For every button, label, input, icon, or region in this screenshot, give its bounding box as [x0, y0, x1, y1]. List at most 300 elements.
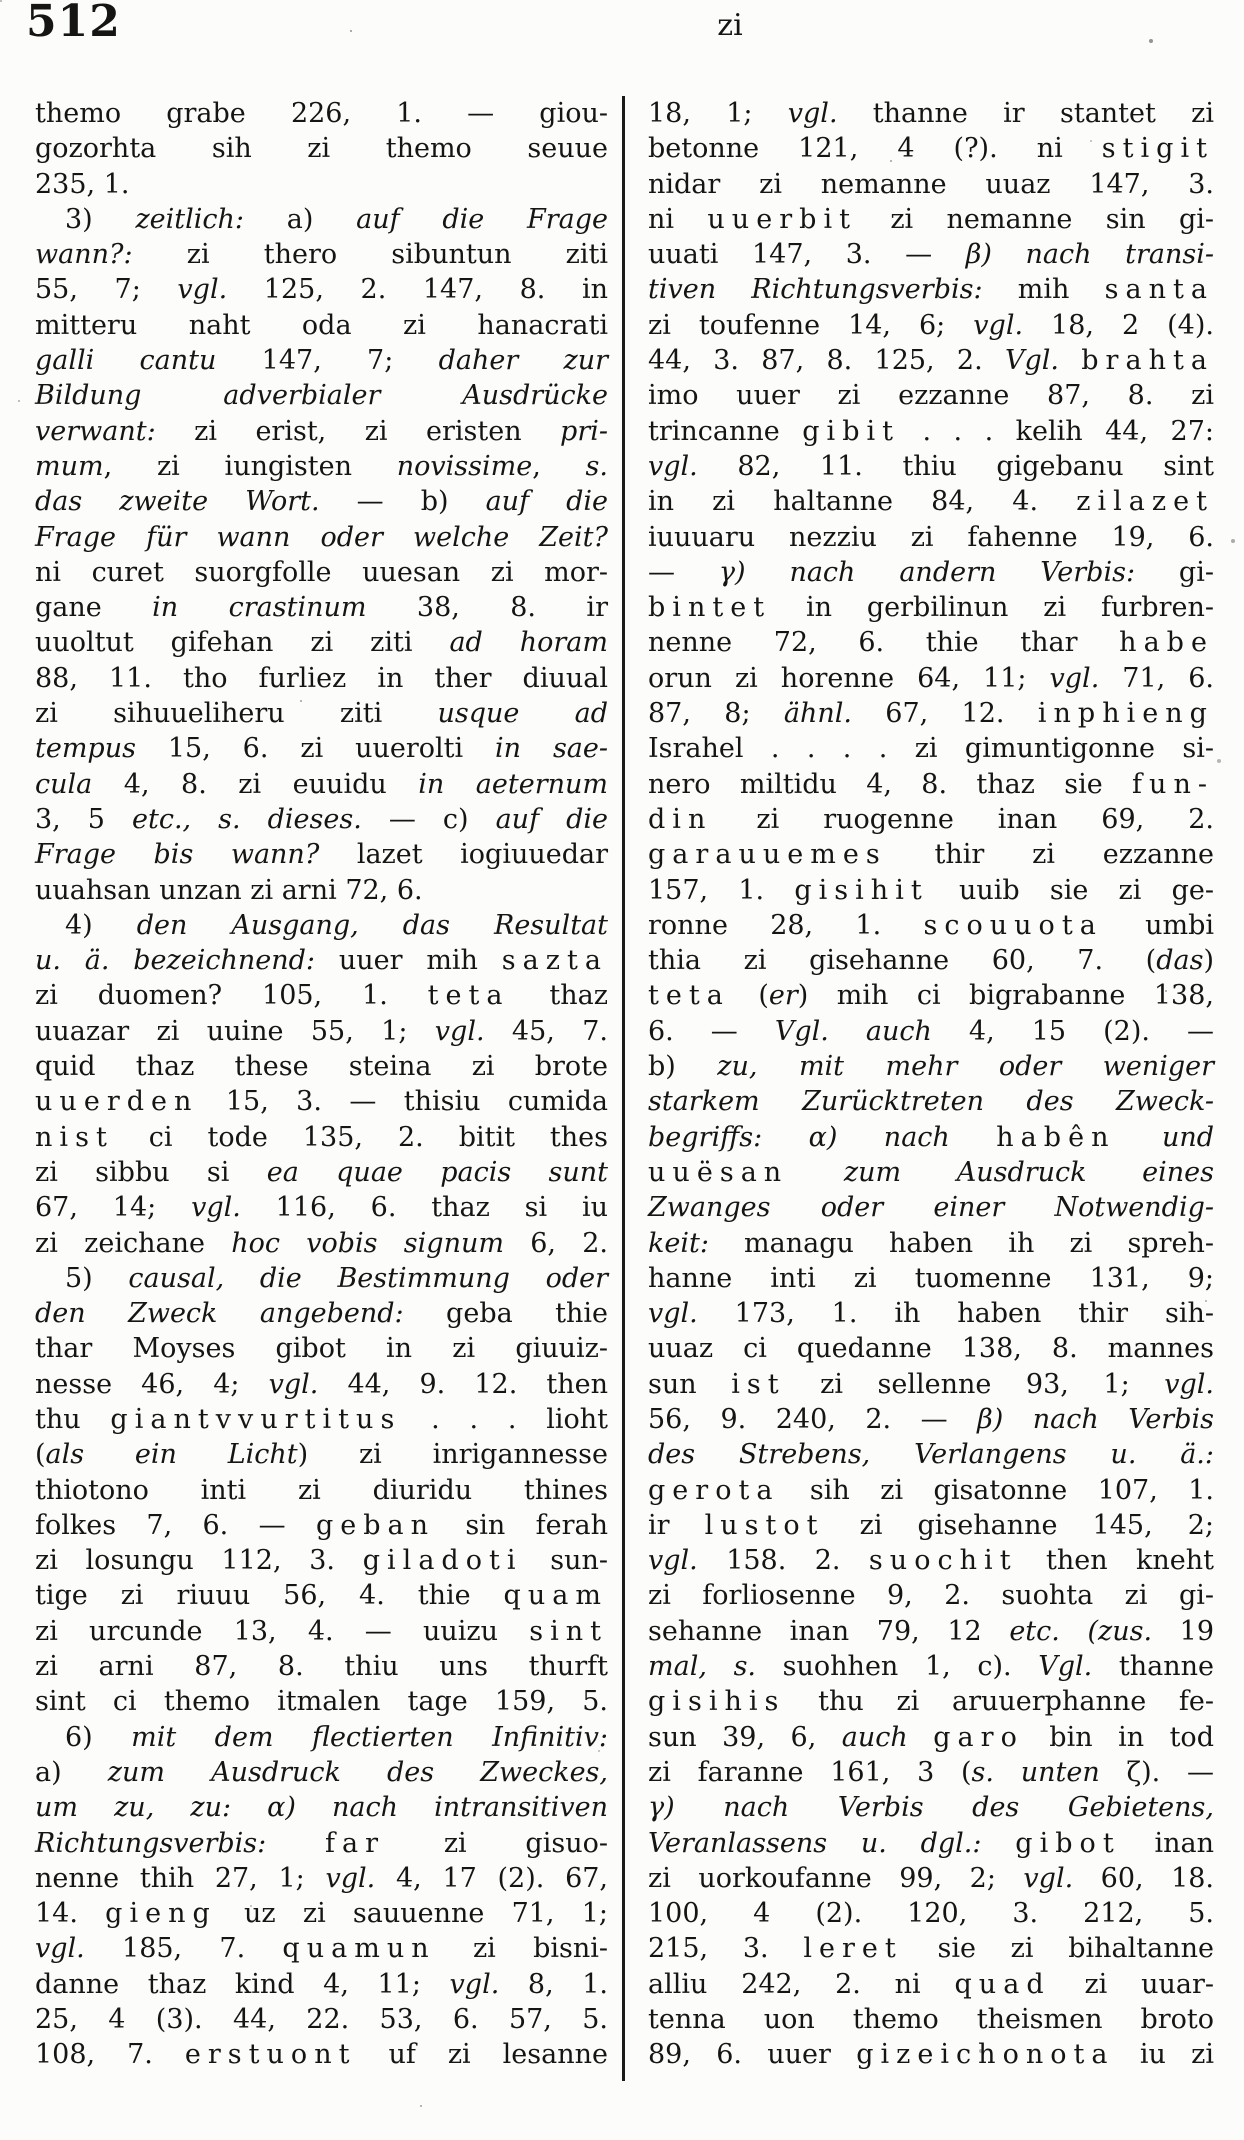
page-number: 512: [26, 0, 121, 47]
roman-text: quid thaz these steina zi brote: [35, 1051, 608, 1083]
text-line: [648, 237, 1214, 272]
roman-text: thiotono inti zi diuridu thines: [35, 1474, 608, 1506]
text-line: [648, 131, 1214, 166]
letterspaced-text: din: [648, 803, 713, 835]
roman-text: ) mih ci bigrabanne 138,: [797, 980, 1214, 1012]
italic-text: vgl.: [1049, 662, 1100, 694]
text-line: [35, 1437, 608, 1472]
italic-text: tiven Richtungsverbis:: [648, 274, 983, 306]
letterspaced-text: gibit: [802, 415, 901, 447]
roman-text: 235, 1.: [35, 168, 130, 200]
italic-text: er: [768, 980, 798, 1012]
roman-text: nenne 72, 6. thie thar: [648, 627, 1120, 659]
roman-text: uuer mih: [315, 945, 502, 977]
roman-text: gi-: [1135, 556, 1214, 588]
roman-text: 71, 6.: [1099, 662, 1214, 694]
text-line: [35, 1331, 608, 1366]
letterspaced-text: leret: [803, 1933, 903, 1965]
text-line: [648, 661, 1214, 696]
italic-text: β) nach transi-: [965, 239, 1214, 271]
letterspaced-text: lustot: [704, 1509, 825, 1541]
roman-text: zi bisni-: [435, 1933, 608, 1965]
roman-text: trincanne: [648, 415, 803, 447]
italic-text: γ) nach andern Verbis:: [718, 556, 1136, 588]
roman-text: 4): [65, 909, 137, 941]
text-line: [35, 696, 608, 731]
text-line: [35, 1296, 608, 1331]
roman-text: zi sibbu si: [35, 1156, 267, 1188]
text-line: [35, 378, 608, 413]
text-line: [35, 1967, 608, 2002]
letterspaced-text: uuerbit: [707, 203, 857, 235]
roman-text: . . . kelih 44, 27:: [900, 415, 1214, 447]
italic-text: Vgl.: [1038, 1651, 1093, 1683]
roman-text: 158. 2.: [697, 1545, 869, 1577]
italic-text: vgl.: [268, 1368, 319, 1400]
roman-text: 82, 11. thiu gigebanu sint: [697, 450, 1214, 482]
roman-text: nenne thih 27, 1;: [35, 1862, 326, 1894]
text-line: [648, 625, 1214, 660]
italic-text: vgl.: [1164, 1368, 1215, 1400]
italic-text: mum: [35, 450, 104, 482]
text-line: [35, 978, 608, 1013]
italic-text: vgl.: [648, 1545, 698, 1577]
text-line: [35, 1120, 608, 1155]
roman-text: tenna uon themo theismen broto: [648, 2004, 1214, 2036]
letterspaced-text: gieng: [105, 1898, 217, 1930]
roman-text: 67, 12.: [851, 698, 1038, 730]
text-line: [35, 1261, 608, 1296]
letterspaced-text: sint: [529, 1615, 608, 1647]
roman-text: 18, 2 (4).: [1023, 309, 1214, 341]
roman-text: 6, 2.: [503, 1227, 609, 1259]
text-line: [35, 449, 608, 484]
roman-text: zi forliosenne 9, 2. suohta zi gi-: [648, 1580, 1214, 1612]
text-line: [648, 1261, 1214, 1296]
roman-text: ir: [648, 1509, 705, 1541]
roman-text: gozorhta sih zi themo seuue: [35, 133, 608, 165]
text-line: [648, 1296, 1214, 1331]
roman-text: b): [648, 1051, 718, 1083]
italic-text: Bildung adverbialer Ausdrücke: [35, 380, 608, 412]
text-line: [648, 1226, 1214, 1261]
roman-text: ) zi inrigannesse: [297, 1439, 608, 1471]
roman-text: zi duomen? 105, 1.: [35, 980, 428, 1012]
roman-text: zi uuar-: [1050, 1968, 1215, 2000]
roman-text: sun-: [522, 1545, 608, 1577]
text-line: [648, 167, 1214, 202]
text-column-right: [648, 96, 1214, 2073]
text-line: [35, 1931, 608, 1966]
italic-text: cula: [35, 768, 93, 800]
roman-text: 215, 3.: [648, 1933, 804, 1965]
roman-text: managu haben ih zi spreh-: [708, 1227, 1214, 1259]
roman-text: thanne: [1092, 1651, 1214, 1683]
roman-text: uf zi lesanne: [356, 2039, 608, 2071]
roman-text: sint ci themo itmalen tage 159, 5.: [35, 1686, 608, 1718]
roman-text: 44, 9. 12. then: [318, 1368, 608, 1400]
text-line: [35, 167, 608, 202]
text-line: [35, 767, 608, 802]
letterspaced-text: uuerden: [35, 1086, 199, 1118]
roman-text: [950, 1122, 996, 1153]
roman-text: ci tode 135, 2. bitit thes: [113, 1121, 608, 1153]
letterspaced-text: bintet: [648, 592, 772, 624]
roman-text: 157, 1.: [648, 874, 795, 906]
italic-text: pri-: [560, 415, 608, 447]
roman-text: (: [35, 1439, 46, 1471]
text-line: [648, 1437, 1214, 1472]
roman-text: lazet iogiuuedar: [319, 839, 608, 871]
text-line: [648, 590, 1214, 625]
letterspaced-text: sazta: [501, 945, 608, 977]
roman-text: [1059, 345, 1081, 376]
italic-text: causal, die Bestimmung oder: [128, 1262, 608, 1294]
text-line: [648, 1826, 1214, 1861]
text-line: [35, 1084, 608, 1119]
italic-text: Vgl. auch: [774, 1015, 932, 1047]
text-line: [648, 308, 1214, 343]
running-headword: zi: [717, 8, 743, 43]
roman-text: zi zeichane: [35, 1227, 232, 1259]
text-line: [648, 272, 1214, 307]
text-line: [648, 1861, 1214, 1896]
roman-text: 100, 4 (2). 120, 3. 212, 5.: [648, 1898, 1214, 1930]
italic-text: ad horam: [449, 627, 608, 659]
letterspaced-text: scouuota: [923, 909, 1103, 941]
roman-text: 185, 7.: [84, 1933, 283, 1965]
text-line: [648, 555, 1214, 590]
text-line: [35, 96, 608, 131]
text-line: [35, 555, 608, 590]
roman-text: imo uuer zi ezzanne 87, 8. zi: [648, 380, 1214, 412]
letterspaced-text: giladoti: [362, 1545, 523, 1577]
italic-text: auf die: [485, 486, 608, 518]
text-line: [648, 96, 1214, 131]
roman-text: 14.: [35, 1898, 106, 1930]
letterspaced-text: gibot: [1015, 1827, 1121, 1859]
italic-text: u. ä. bezeichnend:: [35, 945, 316, 977]
roman-text: zi thero sibuntun ziti: [132, 239, 608, 271]
roman-text: [1116, 1122, 1162, 1153]
roman-text: sie zi bihaltanne: [902, 1933, 1214, 1965]
roman-text: in zi haltanne 84, 4.: [648, 486, 1077, 518]
text-line: [35, 1790, 608, 1825]
roman-text: danne thaz kind 4, 11;: [35, 1968, 450, 2000]
roman-text: 89, 6. uuer: [648, 2039, 857, 2071]
text-line: [648, 378, 1214, 413]
italic-text: in aeternum: [418, 768, 608, 800]
roman-text: thir zi ezzanne: [886, 839, 1214, 871]
roman-text: 125, 2. 147, 8. in: [227, 274, 608, 306]
text-line: [35, 1226, 608, 1261]
text-line: [35, 1826, 608, 1861]
roman-text: ni: [648, 203, 708, 235]
italic-text: Veranlassens u. dgl.:: [648, 1827, 982, 1859]
roman-text: 87, 8;: [648, 698, 784, 730]
italic-text: s.: [585, 450, 608, 482]
letterspaced-text: garauuemes: [648, 839, 887, 871]
roman-text: then kneht: [1017, 1545, 1214, 1577]
text-line: [35, 1578, 608, 1613]
roman-text: uuahsan unzan zi arni 72, 6.: [35, 874, 423, 906]
roman-text: thar Moyses gibot in zi giuuiz-: [35, 1333, 608, 1365]
roman-text: [266, 1828, 325, 1859]
letterspaced-text: giantvvurtitus: [110, 1403, 402, 1435]
italic-text: ea quae pacis sunt: [266, 1156, 608, 1188]
text-line: [648, 1931, 1214, 1966]
roman-text: 3, 5: [35, 803, 133, 835]
letterspaced-text: geban: [315, 1509, 436, 1541]
italic-text: vgl.: [325, 1862, 376, 1894]
roman-text: thu: [35, 1403, 111, 1435]
text-line: [648, 1049, 1214, 1084]
roman-text: orun zi horenne 64, 11;: [648, 662, 1050, 694]
text-line: [35, 1402, 608, 1437]
italic-text: um zu, zu: α) nach intransitiven: [35, 1792, 608, 1824]
italic-text: vgl.: [177, 274, 228, 306]
text-column-left: [35, 96, 608, 2073]
italic-text: keit:: [648, 1227, 709, 1259]
text-line: [35, 908, 608, 943]
italic-text: zeitlich:: [135, 203, 245, 235]
text-line: [35, 731, 608, 766]
text-line: [648, 343, 1214, 378]
italic-text: vgl.: [191, 1192, 241, 1224]
italic-text: galli cantu: [35, 345, 217, 377]
text-line: [35, 625, 608, 660]
text-line: [35, 837, 608, 872]
text-line: [35, 131, 608, 166]
roman-text: hanne inti zi tuomenne 131, 9;: [648, 1262, 1214, 1294]
text-line: [648, 802, 1214, 837]
text-line: [35, 1684, 608, 1719]
text-line: [648, 1543, 1214, 1578]
text-line: [35, 873, 608, 908]
letterspaced-text: zilazet: [1076, 486, 1214, 518]
text-line: [35, 1755, 608, 1790]
roman-text: ronne 28, 1.: [648, 909, 924, 941]
letterspaced-text: suochit: [868, 1545, 1018, 1577]
roman-text: 4, 17 (2). 67,: [375, 1862, 609, 1894]
italic-text: etc., s. dieses.: [132, 803, 362, 835]
text-line: [35, 1190, 608, 1225]
roman-text: [981, 1828, 1015, 1859]
roman-text: uuazar zi uuine 55, 1;: [35, 1015, 435, 1047]
letterspaced-text: inphieng: [1037, 698, 1214, 730]
italic-text: novissime: [396, 450, 533, 482]
roman-text: ni curet suorgfolle uuesan zi mor-: [35, 556, 608, 588]
italic-text: begriffs:: [648, 1121, 763, 1153]
roman-text: 5): [65, 1262, 129, 1294]
roman-text: ζ). —: [1099, 1756, 1214, 1788]
italic-text: vgl.: [1023, 1862, 1074, 1894]
roman-text: 173, 1. ih haben thir sih-: [697, 1298, 1214, 1330]
roman-text: zi urcunde 13, 4. — uuizu: [35, 1615, 530, 1647]
text-line: [648, 1614, 1214, 1649]
text-line: [648, 1790, 1214, 1825]
roman-text: zi sihuueliheru ziti: [35, 698, 438, 730]
italic-text: daher zur: [438, 345, 609, 377]
roman-text: —: [648, 556, 719, 588]
text-line: [35, 520, 608, 555]
roman-text: 60, 18.: [1073, 1862, 1215, 1894]
roman-text: inan: [1120, 1827, 1214, 1859]
letterspaced-text: quad: [954, 1968, 1051, 2000]
roman-text: 45, 7.: [484, 1015, 608, 1047]
italic-text: Frage für wann oder welche Zeit?: [35, 521, 608, 553]
roman-text: zi sellenne 93, 1;: [785, 1368, 1165, 1400]
italic-text: Frage bis wann?: [35, 839, 320, 871]
letterspaced-text: quam: [503, 1580, 608, 1612]
roman-text: folkes 7, 6. —: [35, 1509, 316, 1541]
text-line: [35, 802, 608, 837]
text-line: [648, 1190, 1214, 1225]
italic-text: vgl.: [648, 450, 698, 482]
italic-text: das: [1156, 945, 1204, 977]
letterspaced-text: stigit: [1101, 133, 1214, 165]
roman-text: 4, 8. zi euuidu: [92, 768, 419, 800]
text-line: [648, 873, 1214, 908]
text-line: [648, 978, 1214, 1013]
text-line: [35, 343, 608, 378]
text-line: [35, 237, 608, 272]
italic-text: mal, s.: [648, 1651, 757, 1683]
italic-text: etc. (zus.: [1009, 1615, 1153, 1647]
text-line: [648, 731, 1214, 766]
italic-text: usque ad: [437, 698, 608, 730]
roman-text: nesse 46, 4;: [35, 1368, 269, 1400]
roman-text: [788, 1157, 844, 1188]
text-line: [648, 1578, 1214, 1613]
text-line: [35, 272, 608, 307]
roman-text: zi erist, zi eristen: [155, 415, 561, 447]
italic-text: als ein Licht: [45, 1439, 298, 1471]
italic-text: starkem Zurücktreten des Zweck-: [648, 1086, 1214, 1118]
letterspaced-text: ist: [731, 1368, 786, 1400]
text-line: [35, 1649, 608, 1684]
text-line: [35, 1720, 608, 1755]
roman-text: uuaz ci quedanne 138, 8. mannes: [648, 1333, 1214, 1365]
text-line: [35, 1543, 608, 1578]
italic-text: den Zweck angebend:: [35, 1298, 404, 1330]
roman-text: 55, 7;: [35, 274, 178, 306]
roman-text: Israhel . . . . zi gimuntigonne si-: [648, 733, 1214, 765]
roman-text: zi toufenne 14, 6;: [648, 309, 974, 341]
roman-text: 56, 9. 240, 2. —: [648, 1403, 978, 1435]
text-line: [648, 1084, 1214, 1119]
text-line: [35, 484, 608, 519]
letterspaced-text: gizeichonota: [856, 2039, 1115, 2071]
italic-text: vgl.: [35, 1933, 85, 1965]
text-line: [35, 1861, 608, 1896]
letterspaced-text: nist: [35, 1121, 114, 1153]
text-line: [648, 1649, 1214, 1684]
roman-text: betonne 121, 4 (?). ni: [648, 133, 1102, 165]
roman-text: in gerbilinun zi furbren-: [771, 592, 1214, 624]
text-line: [648, 1367, 1214, 1402]
roman-text: . . . lioht: [401, 1403, 608, 1435]
italic-text: Vgl.: [1004, 345, 1059, 377]
italic-text: wann?:: [35, 239, 133, 271]
text-line: [648, 2037, 1214, 2072]
italic-text: Richtungsverbis:: [35, 1827, 267, 1859]
roman-text: gane: [35, 592, 153, 624]
roman-text: 15, 3. — thisiu cumida: [198, 1086, 608, 1118]
text-line: [35, 1473, 608, 1508]
roman-text: 116, 6. thaz si iu: [240, 1192, 608, 1224]
roman-text: — c): [361, 803, 496, 835]
text-line: [35, 1049, 608, 1084]
roman-text: 147, 7;: [216, 345, 439, 377]
text-line: [35, 943, 608, 978]
roman-text: thu zi aruuerphanne fe-: [785, 1686, 1214, 1718]
text-line: [35, 1155, 608, 1190]
italic-text: auf die Frage: [356, 203, 608, 235]
text-line: [35, 1508, 608, 1543]
text-line: [648, 520, 1214, 555]
roman-text: nero miltidu 4, 8. thaz sie: [648, 768, 1133, 800]
text-line: [648, 202, 1214, 237]
italic-text: vgl.: [449, 1968, 500, 2000]
roman-text: sin ferah: [435, 1509, 608, 1541]
text-line: [648, 837, 1214, 872]
letterspaced-text: gisihis: [648, 1686, 786, 1718]
text-line: [648, 1014, 1214, 1049]
roman-text: iuuuaru nezziu zi fahenne 19, 6.: [648, 521, 1214, 553]
italic-text: zum Ausdruck eines: [843, 1156, 1214, 1188]
roman-text: 4, 15 (2). —: [931, 1015, 1214, 1047]
italic-text: γ) nach Verbis des Gebietens,: [648, 1792, 1214, 1824]
italic-text: vgl.: [787, 98, 838, 129]
roman-text: 6): [65, 1721, 132, 1753]
roman-text: [762, 1122, 808, 1153]
roman-text: , zi iungisten: [103, 450, 397, 482]
roman-text: mitteru naht oda zi hanacrati: [35, 309, 608, 341]
roman-text: uuati 147, 3. —: [648, 239, 966, 271]
text-line: [648, 1120, 1214, 1155]
roman-text: 25, 4 (3). 44, 22. 53, 6. 57, 5.: [35, 2004, 608, 2036]
roman-text: 67, 14;: [35, 1192, 192, 1224]
text-line: [35, 2037, 608, 2072]
roman-text: nidar zi nemanne uuaz 147, 3.: [648, 168, 1214, 200]
text-line: [648, 414, 1214, 449]
roman-text: — b): [319, 486, 486, 518]
letterspaced-text: far: [325, 1827, 386, 1859]
italic-text: mit dem flectierten Infinitiv:: [131, 1721, 608, 1753]
letterspaced-text: brahta: [1081, 345, 1214, 377]
text-line: [35, 1367, 608, 1402]
roman-text: thia zi gisehanne 60, 7. (: [648, 945, 1157, 977]
italic-text: vgl.: [434, 1015, 485, 1047]
letterspaced-text: teta: [648, 980, 730, 1012]
italic-text: hoc vobis signum: [231, 1227, 504, 1259]
roman-text: thaz: [509, 980, 608, 1012]
text-line: [648, 1508, 1214, 1543]
scan-noise-specks: [0, 0, 2, 2]
roman-text: zi gisehanne 145, 2;: [824, 1509, 1214, 1541]
italic-text: zu, mit mehr oder weniger: [717, 1051, 1214, 1083]
roman-text: alliu 242, 2. ni: [648, 1968, 955, 2000]
roman-text: geba thie: [403, 1298, 608, 1330]
italic-text: tempus: [35, 733, 136, 765]
text-line: [648, 1896, 1214, 1931]
italic-text: in crastinum: [152, 592, 367, 624]
text-line: [35, 202, 608, 237]
roman-text: (: [729, 980, 769, 1012]
roman-text: 38, 8. ir: [366, 592, 608, 624]
letterspaced-text: quamun: [282, 1933, 436, 1965]
